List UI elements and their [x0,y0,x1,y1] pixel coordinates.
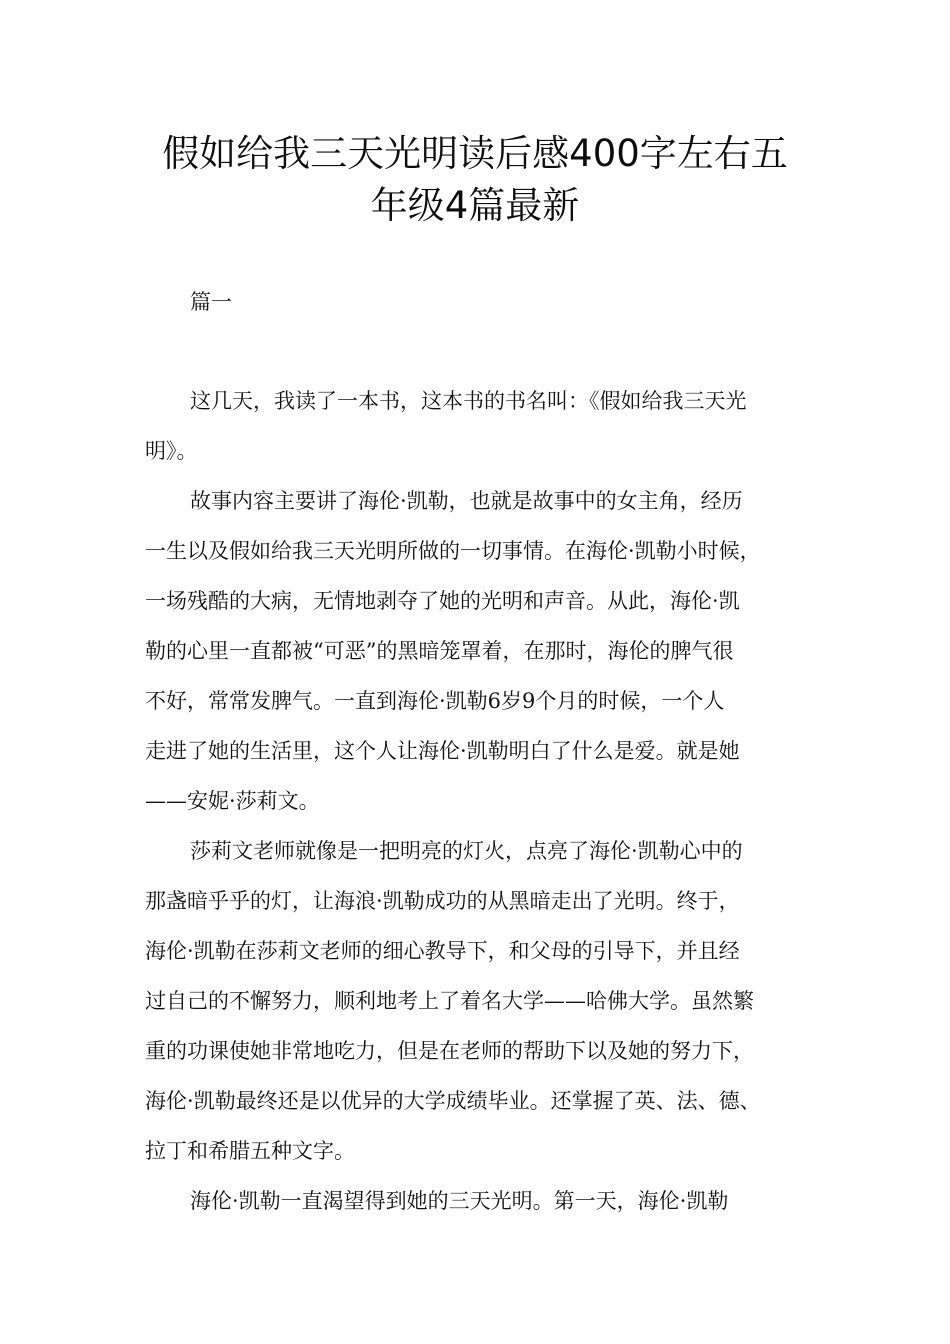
paragraph-line: 不好，常常发脾气。一直到海伦·凯勒6岁9个月的时候，一个人 [145,689,725,713]
paragraph-line: 那盏暗乎乎的灯，让海浪·凯勒成功的从黑暗走出了光明。终于， [145,889,740,913]
document-title-line-1: 假如给我三天光明读后感400字左右五 [162,132,788,175]
paragraph-line: 重的功课使她非常地吃力，但是在老师的帮助下以及她的努力下， [145,1039,754,1063]
paragraph-line: 一生以及假如给我三天光明所做的一切事情。在海伦·凯勒小时候， [145,539,761,563]
document-title-line-2: 年级4篇最新 [370,184,580,227]
paragraph-line: 莎莉文老师就像是一把明亮的灯火，点亮了海伦·凯勒心中的 [190,839,743,863]
paragraph-line: 海伦·凯勒在莎莉文老师的细心教导下，和父母的引导下，并且经 [145,939,740,963]
paragraph-line: 这几天，我读了一本书，这本书的书名叫：《假如给我三天光 [190,389,747,413]
paragraph-line: 一场残酷的大病，无情地剥夺了她的光明和声音。从此，海伦·凯 [145,589,740,613]
paragraph-line: ——安妮·莎莉文。 [145,789,320,813]
paragraph-line: 海伦·凯勒一直渴望得到她的三天光明。第一天，海伦·凯勒 [190,1189,729,1213]
paragraph-line: 海伦·凯勒最终还是以优异的大学成绩毕业。还掌握了英、法、德、 [145,1089,761,1113]
paragraph-line: 勒的心里一直都被“可恶”的黑暗笼罩着，在那时，海伦的脾气很 [145,639,734,663]
paragraph-line: 明》。 [145,439,198,463]
section-heading: 篇一 [190,290,232,314]
paragraph-line: 故事内容主要讲了海伦·凯勒，也就是故事中的女主角，经历 [190,489,743,513]
paragraph-line: 拉丁和希腊五种文字。 [145,1139,355,1163]
paragraph-line: 过自己的不懈努力，顺利地考上了着名大学——哈佛大学。虽然繁 [145,989,754,1013]
paragraph-line: 走进了她的生活里，这个人让海伦·凯勒明白了什么是爱。就是她 [145,739,740,763]
